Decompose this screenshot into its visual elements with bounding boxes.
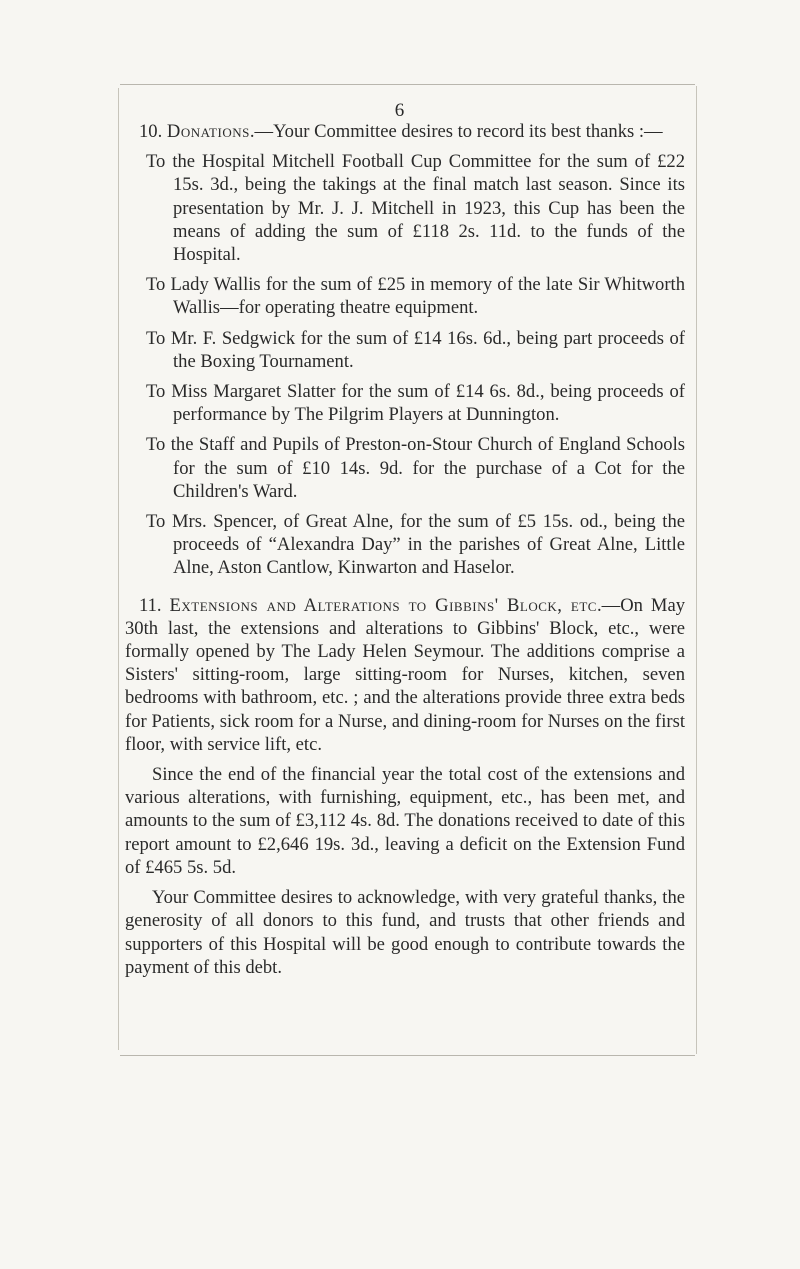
donation-entry: To the Staff and Pupils of Preston-on-Stour Church of England Schools for the sum of £10 14s. 9d. for the purchase of a Cot for the Children's Ward. bbox=[146, 434, 685, 502]
extensions-intro bbox=[125, 594, 685, 756]
donation-entry: To Lady Wallis for the sum of £25 in memory of the late Sir Whitworth Wallis—for operating theatre equipment. bbox=[146, 274, 685, 319]
page-number: 6 bbox=[394, 100, 406, 121]
extensions-cost-paragraph: Since the end of the financial year the total cost of the extensions and various alterations, with furnishing, equipment, etc., has been met, and amounts to the sum of £3,112 4s. 8d. The donations received to date of this report amount to £2,646 19s. 3d., leaving a deficit on the Extension Fund of £465 5s. 5d. bbox=[125, 764, 685, 878]
section-heading: Donations bbox=[166, 121, 250, 142]
bottom-rule bbox=[120, 1055, 695, 1056]
section-intro-text: .—On May 30th last, the extensions and alterations to Gibbins' Block, etc., were formally opened by The Lady Helen Seymour. The additions comprise a Sisters' sitting-room, large sitting-room for Nurses, kitchen, seven bedrooms with bathroom, etc. ; and the alterations provide three extra beds for Patients, sick room for a Nurse, and dining-room for Nurses on the first floor, with service lift, etc. bbox=[125, 594, 685, 755]
document-body bbox=[125, 120, 685, 986]
section-number: 11. bbox=[139, 594, 162, 616]
donation-entry: To Miss Margaret Slatter for the sum of £14 6s. 8d., being proceeds of performance by The Pilgrim Players at Dunnington. bbox=[146, 381, 685, 426]
extensions-thanks-paragraph: Your Committee desires to acknowledge, with very grateful thanks, the generosity of all donors to this fund, and trusts that other friends and supporters of this Hospital will be good enough to contribute towards the payment of this debt. bbox=[125, 887, 685, 978]
section-number: 10. bbox=[139, 121, 163, 142]
right-rule bbox=[696, 86, 697, 1054]
donation-entry: To the Hospital Mitchell Football Cup Committee for the sum of £22 15s. 3d., being the takings at the final match last season. Since its presentation by Mr. J. J. Mitchell in 1923, this Cup has been the means of adding the sum of £118 2s. 11d. to the funds of the Hospital. bbox=[146, 151, 685, 266]
donations-intro bbox=[125, 120, 685, 143]
donation-entry: To Mr. F. Sedgwick for the sum of £14 16s. 6d., being part proceeds of the Boxing Tournament. bbox=[146, 327, 685, 372]
donation-entry: To Mrs. Spencer, of Great Alne, for the sum of £5 15s. od., being the proceeds of “Alexandra Day” in the parishes of Great Alne, Little Alne, Aston Cantlow, Kinwarton and Haselor. bbox=[146, 511, 685, 579]
section-intro-text: .—Your Committee desires to record its best thanks :— bbox=[249, 121, 663, 142]
left-rule bbox=[118, 88, 119, 1050]
section-heading: Extensions and Alterations to Gibbins' Block, etc bbox=[169, 594, 597, 616]
top-rule bbox=[120, 84, 695, 85]
